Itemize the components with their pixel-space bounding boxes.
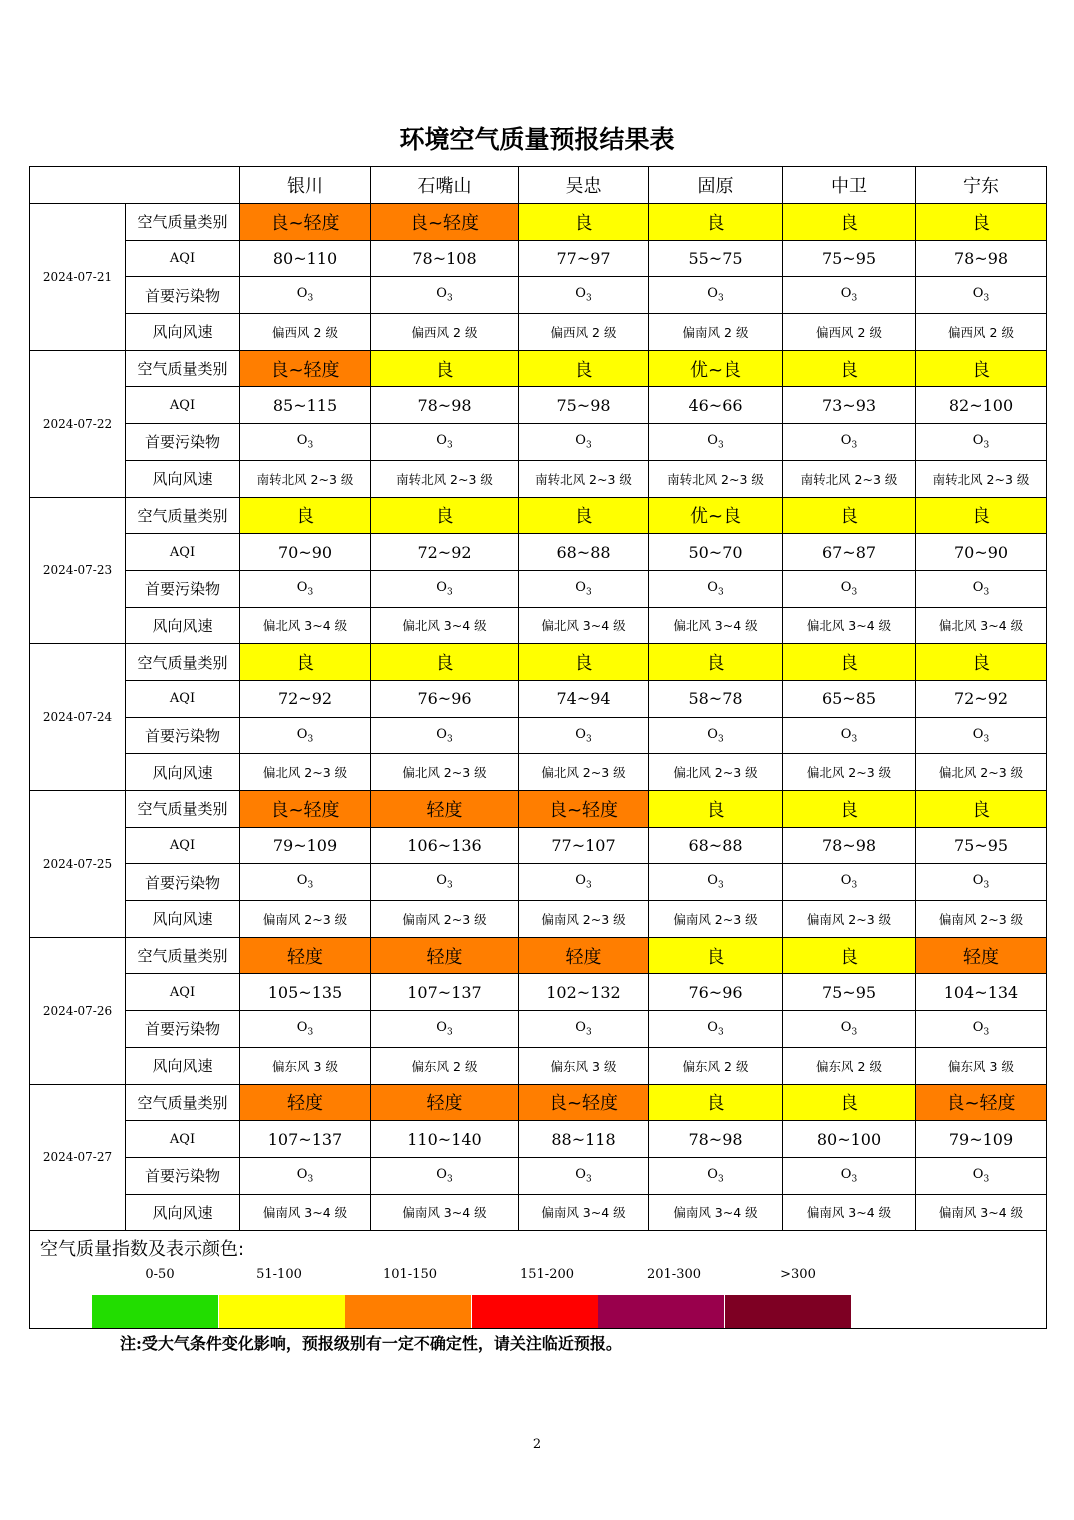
- pollutant-cell: $O_3$: [240, 1011, 371, 1048]
- aqi-cell: 73~93: [783, 387, 916, 424]
- row-label-wind: 风向风速: [126, 1047, 240, 1084]
- aqi-cell: 65~85: [783, 680, 916, 717]
- pollutant-cell: $O_3$: [519, 1157, 649, 1194]
- category-cell: 良: [916, 791, 1047, 828]
- pollutant-cell: $O_3$: [783, 570, 916, 607]
- aqi-cell: 76~96: [371, 680, 519, 717]
- pollutant-cell: $O_3$: [649, 570, 783, 607]
- row-label-wind: 风向风速: [126, 314, 240, 351]
- pollutant-cell: $O_3$: [649, 424, 783, 461]
- pollutant-cell: $O_3$: [240, 864, 371, 901]
- row-label-pollutant: 首要污染物: [126, 424, 240, 461]
- pollutant-cell: $O_3$: [519, 864, 649, 901]
- pollutant-cell: $O_3$: [240, 570, 371, 607]
- pollutant-cell: $O_3$: [783, 424, 916, 461]
- category-cell: 良: [916, 204, 1047, 241]
- aqi-cell: 67~87: [783, 534, 916, 571]
- table-row: [30, 240, 1047, 277]
- wind-cell: 偏北风 3~4 级: [649, 607, 783, 644]
- table-row: [30, 754, 1047, 791]
- wind-cell: 偏北风 3~4 级: [783, 607, 916, 644]
- pollutant-cell: $O_3$: [240, 277, 371, 314]
- forecast-note: 注:受大气条件变化影响，预报级别有一定不确定性，请关注临近预报。: [120, 1334, 622, 1353]
- table-row: [30, 1047, 1047, 1084]
- pollutant-cell: $O_3$: [916, 1157, 1047, 1194]
- category-cell: 良: [649, 644, 783, 681]
- table-row: [30, 680, 1047, 717]
- wind-cell: 偏北风 3~4 级: [916, 607, 1047, 644]
- page-number: 2: [532, 1437, 542, 1452]
- forecast-date: 2024-07-24: [30, 644, 126, 791]
- wind-cell: 南转北风 2~3 级: [783, 460, 916, 497]
- category-cell: 轻度: [916, 937, 1047, 974]
- table-row: [30, 350, 1047, 387]
- aqi-cell: 78~98: [783, 827, 916, 864]
- wind-cell: 南转北风 2~3 级: [240, 460, 371, 497]
- aqi-legend: [30, 1231, 1047, 1329]
- wind-cell: 偏南风 2~3 级: [519, 901, 649, 938]
- pollutant-cell: $O_3$: [783, 1157, 916, 1194]
- category-cell: 良: [519, 204, 649, 241]
- row-label-category: 空气质量类别: [126, 1084, 240, 1121]
- row-label-category: 空气质量类别: [126, 497, 240, 534]
- table-row: [30, 497, 1047, 534]
- category-cell: 轻度: [371, 937, 519, 974]
- category-cell: 良: [783, 497, 916, 534]
- pollutant-cell: $O_3$: [519, 717, 649, 754]
- aqi-cell: 77~97: [519, 240, 649, 277]
- table-row: [30, 277, 1047, 314]
- aqi-cell: 50~70: [649, 534, 783, 571]
- row-label-pollutant: 首要污染物: [126, 1157, 240, 1194]
- table-row: [30, 1157, 1047, 1194]
- table-row: [30, 607, 1047, 644]
- pollutant-cell: $O_3$: [519, 570, 649, 607]
- page-title: 环境空气质量预报结果表: [399, 125, 675, 154]
- legend-range-label: >300: [780, 1267, 816, 1283]
- table-row: [30, 901, 1047, 938]
- table-row: [30, 314, 1047, 351]
- wind-cell: 偏西风 2 级: [916, 314, 1047, 351]
- pollutant-cell: $O_3$: [783, 864, 916, 901]
- forecast-table: [29, 166, 1047, 1329]
- category-cell: 优~良: [649, 350, 783, 387]
- pollutant-cell: $O_3$: [240, 717, 371, 754]
- forecast-date: 2024-07-21: [30, 204, 126, 351]
- pollutant-cell: $O_3$: [649, 1011, 783, 1048]
- category-cell: 良: [649, 1084, 783, 1121]
- aqi-cell: 75~95: [783, 240, 916, 277]
- table-row: [30, 791, 1047, 828]
- table-row: [30, 1194, 1047, 1231]
- city-header: 吴忠: [519, 167, 649, 204]
- wind-cell: 偏东风 2 级: [371, 1047, 519, 1084]
- category-cell: 轻度: [519, 937, 649, 974]
- wind-cell: 南转北风 2~3 级: [519, 460, 649, 497]
- row-label-category: 空气质量类别: [126, 204, 240, 241]
- category-cell: 良~轻度: [240, 791, 371, 828]
- pollutant-cell: $O_3$: [649, 864, 783, 901]
- wind-cell: 偏东风 2 级: [783, 1047, 916, 1084]
- row-label-wind: 风向风速: [126, 901, 240, 938]
- wind-cell: 偏西风 2 级: [371, 314, 519, 351]
- wind-cell: 偏北风 3~4 级: [240, 607, 371, 644]
- aqi-cell: 110~140: [371, 1121, 519, 1158]
- aqi-cell: 72~92: [371, 534, 519, 571]
- legend-color-swatch: [92, 1295, 218, 1328]
- wind-cell: 南转北风 2~3 级: [371, 460, 519, 497]
- legend-range-label: 101-150: [382, 1267, 438, 1283]
- wind-cell: 偏西风 2 级: [240, 314, 371, 351]
- category-cell: 良: [783, 204, 916, 241]
- wind-cell: 偏南风 2~3 级: [371, 901, 519, 938]
- table-row: [30, 717, 1047, 754]
- aqi-cell: 68~88: [519, 534, 649, 571]
- wind-cell: 偏南风 3~4 级: [649, 1194, 783, 1231]
- row-label-category: 空气质量类别: [126, 350, 240, 387]
- category-cell: 良: [519, 644, 649, 681]
- category-cell: 良: [371, 497, 519, 534]
- wind-cell: 偏东风 3 级: [519, 1047, 649, 1084]
- pollutant-cell: $O_3$: [240, 1157, 371, 1194]
- table-row: [30, 644, 1047, 681]
- aqi-cell: 76~96: [649, 974, 783, 1011]
- category-cell: 良: [519, 497, 649, 534]
- legend-color-swatch: [598, 1295, 724, 1328]
- forecast-date: 2024-07-27: [30, 1084, 126, 1231]
- table-row: [30, 1011, 1047, 1048]
- pollutant-cell: $O_3$: [519, 277, 649, 314]
- header-row: [30, 167, 1047, 204]
- wind-cell: 偏东风 3 级: [240, 1047, 371, 1084]
- row-label-aqi: AQI: [126, 827, 240, 864]
- legend-range-label: 0-50: [145, 1267, 175, 1283]
- row-label-aqi: AQI: [126, 240, 240, 277]
- row-label-pollutant: 首要污染物: [126, 1011, 240, 1048]
- aqi-cell: 78~98: [649, 1121, 783, 1158]
- table-row: [30, 1121, 1047, 1158]
- row-label-aqi: AQI: [126, 974, 240, 1011]
- aqi-cell: 107~137: [240, 1121, 371, 1158]
- header-corner: [30, 167, 240, 204]
- aqi-cell: 104~134: [916, 974, 1047, 1011]
- category-cell: 良: [649, 937, 783, 974]
- aqi-cell: 78~98: [916, 240, 1047, 277]
- legend-range-label: 51-100: [256, 1267, 302, 1283]
- aqi-cell: 85~115: [240, 387, 371, 424]
- row-label-wind: 风向风速: [126, 754, 240, 791]
- legend-color-swatch: [472, 1295, 598, 1328]
- aqi-cell: 72~92: [240, 680, 371, 717]
- table-row: [30, 460, 1047, 497]
- pollutant-cell: $O_3$: [916, 717, 1047, 754]
- forecast-date: 2024-07-26: [30, 937, 126, 1084]
- pollutant-cell: $O_3$: [916, 277, 1047, 314]
- aqi-cell: 79~109: [916, 1121, 1047, 1158]
- category-cell: 良: [783, 1084, 916, 1121]
- pollutant-cell: $O_3$: [519, 424, 649, 461]
- category-cell: 良: [783, 937, 916, 974]
- wind-cell: 偏北风 2~3 级: [371, 754, 519, 791]
- aqi-cell: 80~110: [240, 240, 371, 277]
- category-cell: 良: [519, 350, 649, 387]
- wind-cell: 偏北风 3~4 级: [371, 607, 519, 644]
- category-cell: 轻度: [371, 1084, 519, 1121]
- forecast-date: 2024-07-22: [30, 350, 126, 497]
- pollutant-cell: $O_3$: [649, 277, 783, 314]
- row-label-wind: 风向风速: [126, 1194, 240, 1231]
- aqi-cell: 72~92: [916, 680, 1047, 717]
- pollutant-cell: $O_3$: [240, 424, 371, 461]
- aqi-cell: 88~118: [519, 1121, 649, 1158]
- aqi-cell: 75~95: [916, 827, 1047, 864]
- pollutant-cell: $O_3$: [916, 1011, 1047, 1048]
- category-cell: 良: [649, 791, 783, 828]
- aqi-cell: 82~100: [916, 387, 1047, 424]
- table-row: [30, 827, 1047, 864]
- wind-cell: 偏北风 3~4 级: [519, 607, 649, 644]
- category-cell: 良~轻度: [371, 204, 519, 241]
- legend-color-swatch: [219, 1295, 345, 1328]
- wind-cell: 偏南风 2~3 级: [649, 901, 783, 938]
- row-label-pollutant: 首要污染物: [126, 277, 240, 314]
- row-label-aqi: AQI: [126, 680, 240, 717]
- row-label-aqi: AQI: [126, 387, 240, 424]
- pollutant-cell: $O_3$: [371, 1011, 519, 1048]
- wind-cell: 偏北风 2~3 级: [240, 754, 371, 791]
- category-cell: 良: [371, 644, 519, 681]
- wind-cell: 偏北风 2~3 级: [916, 754, 1047, 791]
- wind-cell: 偏南风 2 级: [649, 314, 783, 351]
- row-label-category: 空气质量类别: [126, 644, 240, 681]
- category-cell: 良: [916, 350, 1047, 387]
- wind-cell: 偏南风 3~4 级: [916, 1194, 1047, 1231]
- row-label-pollutant: 首要污染物: [126, 864, 240, 901]
- category-cell: 优~良: [649, 497, 783, 534]
- pollutant-cell: $O_3$: [783, 1011, 916, 1048]
- category-cell: 良: [783, 350, 916, 387]
- wind-cell: 偏东风 3 级: [916, 1047, 1047, 1084]
- pollutant-cell: $O_3$: [916, 570, 1047, 607]
- aqi-cell: 46~66: [649, 387, 783, 424]
- city-header: 银川: [240, 167, 371, 204]
- category-cell: 轻度: [240, 937, 371, 974]
- aqi-cell: 74~94: [519, 680, 649, 717]
- category-cell: 良: [649, 204, 783, 241]
- wind-cell: 偏南风 3~4 级: [371, 1194, 519, 1231]
- pollutant-cell: $O_3$: [371, 1157, 519, 1194]
- pollutant-cell: $O_3$: [649, 717, 783, 754]
- category-cell: 良: [371, 350, 519, 387]
- category-cell: 良: [783, 791, 916, 828]
- legend-range-label: 201-300: [646, 1267, 702, 1283]
- wind-cell: 偏南风 2~3 级: [240, 901, 371, 938]
- row-label-aqi: AQI: [126, 1121, 240, 1158]
- forecast-date: 2024-07-23: [30, 497, 126, 644]
- wind-cell: 偏西风 2 级: [783, 314, 916, 351]
- forecast-date: 2024-07-25: [30, 791, 126, 938]
- table-row: [30, 387, 1047, 424]
- aqi-cell: 58~78: [649, 680, 783, 717]
- wind-cell: 偏南风 2~3 级: [916, 901, 1047, 938]
- row-label-wind: 风向风速: [126, 607, 240, 644]
- wind-cell: 偏南风 2~3 级: [783, 901, 916, 938]
- city-header: 石嘴山: [371, 167, 519, 204]
- legend-color-swatch: [345, 1295, 471, 1328]
- table-row: [30, 937, 1047, 974]
- category-cell: 轻度: [240, 1084, 371, 1121]
- row-label-category: 空气质量类别: [126, 937, 240, 974]
- pollutant-cell: $O_3$: [371, 277, 519, 314]
- aqi-cell: 75~95: [783, 974, 916, 1011]
- category-cell: 良~轻度: [519, 1084, 649, 1121]
- pollutant-cell: $O_3$: [371, 717, 519, 754]
- aqi-cell: 107~137: [371, 974, 519, 1011]
- row-label-aqi: AQI: [126, 534, 240, 571]
- aqi-cell: 78~108: [371, 240, 519, 277]
- wind-cell: 偏南风 3~4 级: [783, 1194, 916, 1231]
- category-cell: 轻度: [371, 791, 519, 828]
- city-header: 固原: [649, 167, 783, 204]
- aqi-cell: 78~98: [371, 387, 519, 424]
- city-header: 宁东: [916, 167, 1047, 204]
- table-row: [30, 1084, 1047, 1121]
- wind-cell: 偏北风 2~3 级: [649, 754, 783, 791]
- wind-cell: 偏北风 2~3 级: [519, 754, 649, 791]
- category-cell: 良: [783, 644, 916, 681]
- table-row: [30, 424, 1047, 461]
- pollutant-cell: $O_3$: [783, 277, 916, 314]
- aqi-cell: 77~107: [519, 827, 649, 864]
- pollutant-cell: $O_3$: [371, 424, 519, 461]
- wind-cell: 偏西风 2 级: [519, 314, 649, 351]
- wind-cell: 偏北风 2~3 级: [783, 754, 916, 791]
- row-label-wind: 风向风速: [126, 460, 240, 497]
- wind-cell: 南转北风 2~3 级: [649, 460, 783, 497]
- aqi-cell: 80~100: [783, 1121, 916, 1158]
- aqi-cell: 70~90: [240, 534, 371, 571]
- table-row: [30, 864, 1047, 901]
- aqi-cell: 79~109: [240, 827, 371, 864]
- legend-color-swatch: [725, 1295, 851, 1328]
- legend-title: 空气质量指数及表示颜色:: [40, 1239, 245, 1261]
- category-cell: 良: [916, 644, 1047, 681]
- pollutant-cell: $O_3$: [649, 1157, 783, 1194]
- row-label-category: 空气质量类别: [126, 791, 240, 828]
- pollutant-cell: $O_3$: [916, 864, 1047, 901]
- aqi-cell: 105~135: [240, 974, 371, 1011]
- aqi-cell: 70~90: [916, 534, 1047, 571]
- row-label-pollutant: 首要污染物: [126, 717, 240, 754]
- category-cell: 良: [916, 497, 1047, 534]
- category-cell: 良~轻度: [240, 204, 371, 241]
- aqi-cell: 102~132: [519, 974, 649, 1011]
- aqi-cell: 75~98: [519, 387, 649, 424]
- wind-cell: 偏南风 3~4 级: [240, 1194, 371, 1231]
- table-row: [30, 534, 1047, 571]
- table-row: [30, 974, 1047, 1011]
- pollutant-cell: $O_3$: [783, 717, 916, 754]
- pollutant-cell: $O_3$: [371, 570, 519, 607]
- table-row: [30, 204, 1047, 241]
- wind-cell: 偏东风 2 级: [649, 1047, 783, 1084]
- aqi-cell: 55~75: [649, 240, 783, 277]
- pollutant-cell: $O_3$: [916, 424, 1047, 461]
- wind-cell: 偏南风 3~4 级: [519, 1194, 649, 1231]
- legend-range-label: 151-200: [519, 1267, 575, 1283]
- wind-cell: 南转北风 2~3 级: [916, 460, 1047, 497]
- legend-row: [30, 1231, 1047, 1329]
- table-row: [30, 570, 1047, 607]
- aqi-cell: 106~136: [371, 827, 519, 864]
- category-cell: 良: [240, 644, 371, 681]
- category-cell: 良: [240, 497, 371, 534]
- category-cell: 良~轻度: [519, 791, 649, 828]
- pollutant-cell: $O_3$: [519, 1011, 649, 1048]
- aqi-cell: 68~88: [649, 827, 783, 864]
- category-cell: 良~轻度: [916, 1084, 1047, 1121]
- category-cell: 良~轻度: [240, 350, 371, 387]
- city-header: 中卫: [783, 167, 916, 204]
- row-label-pollutant: 首要污染物: [126, 570, 240, 607]
- pollutant-cell: $O_3$: [371, 864, 519, 901]
